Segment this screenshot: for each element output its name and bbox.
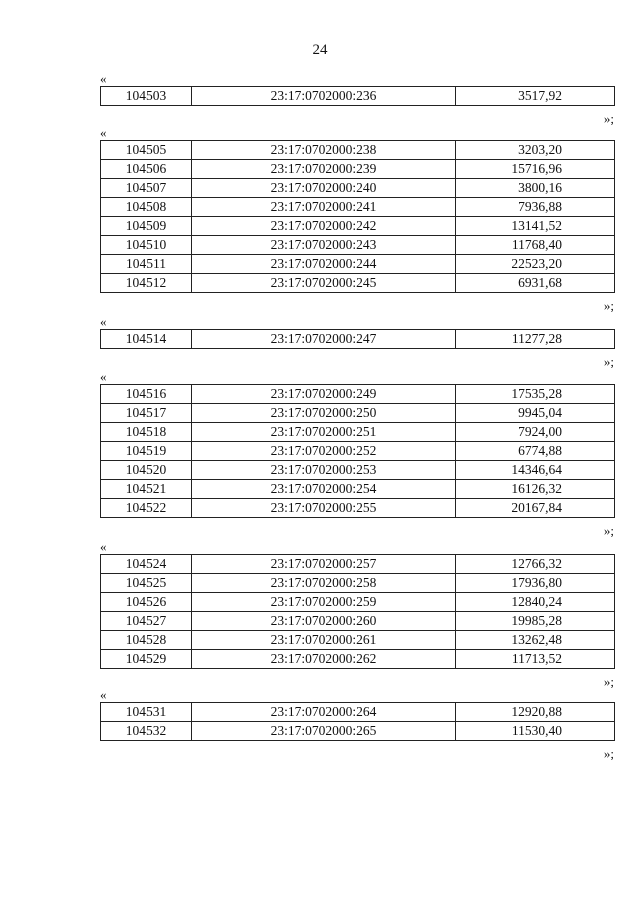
table-group: [100, 687, 614, 761]
table-row: [101, 255, 615, 274]
cadastral-number-cell: 23:17:0702000:238: [192, 141, 456, 160]
value-cell: 14346,64: [456, 461, 615, 480]
value-cell: 15716,96: [456, 160, 615, 179]
value-cell: 20167,84: [456, 499, 615, 518]
table-row: [101, 555, 615, 574]
table-row: [101, 650, 615, 669]
row-id-cell: 104531: [101, 703, 192, 722]
data-table: [100, 702, 615, 741]
row-id-cell: 104522: [101, 499, 192, 518]
row-id-cell: 104511: [101, 255, 192, 274]
table-row: [101, 442, 615, 461]
row-id-cell: 104528: [101, 631, 192, 650]
value-cell: 12840,24: [456, 593, 615, 612]
cadastral-number-cell: 23:17:0702000:258: [192, 574, 456, 593]
value-cell: 3517,92: [456, 87, 615, 106]
cadastral-number-cell: 23:17:0702000:261: [192, 631, 456, 650]
table-row: [101, 423, 615, 442]
table-row: [101, 593, 615, 612]
close-quote-mark: »;: [603, 298, 614, 313]
close-quote-mark: »;: [603, 746, 614, 761]
cadastral-number-cell: 23:17:0702000:260: [192, 612, 456, 631]
table-group: [100, 71, 614, 126]
cadastral-number-cell: 23:17:0702000:252: [192, 442, 456, 461]
table-row: [101, 198, 615, 217]
table-row: [101, 179, 615, 198]
cadastral-number-cell: 23:17:0702000:259: [192, 593, 456, 612]
row-id-cell: 104521: [101, 480, 192, 499]
cadastral-number-cell: 23:17:0702000:255: [192, 499, 456, 518]
row-id-cell: 104525: [101, 574, 192, 593]
value-cell: 7936,88: [456, 198, 615, 217]
value-cell: 7924,00: [456, 423, 615, 442]
open-quote-mark: «: [100, 539, 107, 554]
value-cell: 11530,40: [456, 722, 615, 741]
cadastral-number-cell: 23:17:0702000:253: [192, 461, 456, 480]
table-row: [101, 404, 615, 423]
value-cell: 6774,88: [456, 442, 615, 461]
cadastral-number-cell: 23:17:0702000:254: [192, 480, 456, 499]
table-row: [101, 480, 615, 499]
table-row: [101, 274, 615, 293]
cadastral-number-cell: 23:17:0702000:242: [192, 217, 456, 236]
table-row: [101, 631, 615, 650]
row-id-cell: 104508: [101, 198, 192, 217]
cadastral-number-cell: 23:17:0702000:250: [192, 404, 456, 423]
row-id-cell: 104512: [101, 274, 192, 293]
open-quote-mark: «: [100, 71, 107, 86]
row-id-cell: 104517: [101, 404, 192, 423]
cadastral-number-cell: 23:17:0702000:240: [192, 179, 456, 198]
value-cell: 12920,88: [456, 703, 615, 722]
table-group: [100, 125, 614, 313]
value-cell: 17936,80: [456, 574, 615, 593]
cadastral-number-cell: 23:17:0702000:249: [192, 385, 456, 404]
row-id-cell: 104509: [101, 217, 192, 236]
row-id-cell: 104519: [101, 442, 192, 461]
table-row: [101, 722, 615, 741]
row-id-cell: 104532: [101, 722, 192, 741]
close-quote-mark: »;: [603, 354, 614, 369]
cadastral-number-cell: 23:17:0702000:236: [192, 87, 456, 106]
row-id-cell: 104529: [101, 650, 192, 669]
value-cell: 13141,52: [456, 217, 615, 236]
value-cell: 22523,20: [456, 255, 615, 274]
value-cell: 9945,04: [456, 404, 615, 423]
open-quote-mark: «: [100, 369, 107, 384]
cadastral-number-cell: 23:17:0702000:245: [192, 274, 456, 293]
data-table: [100, 329, 615, 349]
value-cell: 3203,20: [456, 141, 615, 160]
close-quote-mark: »;: [603, 523, 614, 538]
value-cell: 6931,68: [456, 274, 615, 293]
value-cell: 19985,28: [456, 612, 615, 631]
row-id-cell: 104524: [101, 555, 192, 574]
row-id-cell: 104505: [101, 141, 192, 160]
value-cell: 3800,16: [456, 179, 615, 198]
table-group: [100, 369, 614, 538]
open-quote-mark: «: [100, 125, 107, 140]
row-id-cell: 104516: [101, 385, 192, 404]
cadastral-number-cell: 23:17:0702000:243: [192, 236, 456, 255]
table-row: [101, 236, 615, 255]
cadastral-number-cell: 23:17:0702000:247: [192, 330, 456, 349]
cadastral-number-cell: 23:17:0702000:244: [192, 255, 456, 274]
table-row: [101, 385, 615, 404]
table-row: [101, 612, 615, 631]
value-cell: 17535,28: [456, 385, 615, 404]
cadastral-number-cell: 23:17:0702000:241: [192, 198, 456, 217]
table-row: [101, 703, 615, 722]
table-row: [101, 574, 615, 593]
close-quote-mark: »;: [603, 111, 614, 126]
cadastral-number-cell: 23:17:0702000:239: [192, 160, 456, 179]
data-table: [100, 86, 615, 106]
value-cell: 13262,48: [456, 631, 615, 650]
row-id-cell: 104503: [101, 87, 192, 106]
table-row: [101, 461, 615, 480]
open-quote-mark: «: [100, 687, 107, 702]
cadastral-number-cell: 23:17:0702000:251: [192, 423, 456, 442]
data-table: [100, 140, 615, 293]
page-number: 24: [312, 42, 328, 58]
row-id-cell: 104520: [101, 461, 192, 480]
row-id-cell: 104510: [101, 236, 192, 255]
open-quote-mark: «: [100, 314, 107, 329]
row-id-cell: 104527: [101, 612, 192, 631]
table-row: [101, 499, 615, 518]
value-cell: 11277,28: [456, 330, 615, 349]
row-id-cell: 104507: [101, 179, 192, 198]
data-table: [100, 554, 615, 669]
table-row: [101, 160, 615, 179]
row-id-cell: 104518: [101, 423, 192, 442]
table-row: [101, 141, 615, 160]
value-cell: 11713,52: [456, 650, 615, 669]
row-id-cell: 104514: [101, 330, 192, 349]
table-group: [100, 314, 614, 369]
row-id-cell: 104506: [101, 160, 192, 179]
row-id-cell: 104526: [101, 593, 192, 612]
table-row: [101, 330, 615, 349]
value-cell: 16126,32: [456, 480, 615, 499]
table-row: [101, 217, 615, 236]
cadastral-number-cell: 23:17:0702000:262: [192, 650, 456, 669]
data-table: [100, 384, 615, 518]
close-quote-mark: »;: [603, 674, 614, 689]
cadastral-number-cell: 23:17:0702000:264: [192, 703, 456, 722]
cadastral-number-cell: 23:17:0702000:265: [192, 722, 456, 741]
value-cell: 11768,40: [456, 236, 615, 255]
table-group: [100, 539, 614, 689]
value-cell: 12766,32: [456, 555, 615, 574]
table-row: [101, 87, 615, 106]
cadastral-number-cell: 23:17:0702000:257: [192, 555, 456, 574]
